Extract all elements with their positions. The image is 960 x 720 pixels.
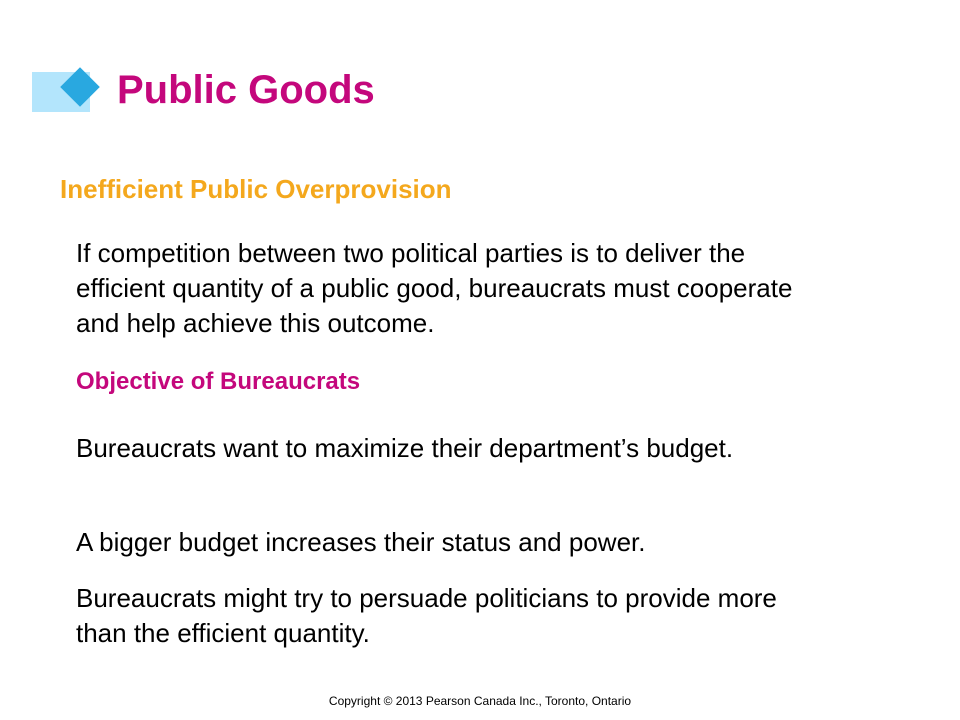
- section-heading: Inefficient Public Overprovision: [60, 174, 452, 204]
- paragraph-status-power: A bigger budget increases their status and power.: [76, 527, 646, 557]
- copyright-footer: Copyright © 2013 Pearson Canada Inc., Toronto, Ontario: [328, 694, 632, 708]
- subheading-objective: Objective of Bureaucrats: [76, 368, 361, 395]
- paragraph-maximize-budget: Bureaucrats want to maximize their department’s budget.: [76, 433, 734, 463]
- slide-title: Public Goods: [117, 68, 375, 112]
- paragraph-competition: If competition between two political parties is to deliver the efficient quantity of a public good, bureaucrats must cooperate and help achieve this outcome.: [76, 238, 793, 338]
- paragraph-persuade: Bureaucrats might try to persuade politicians to provide more than the efficient quantity.: [76, 583, 777, 648]
